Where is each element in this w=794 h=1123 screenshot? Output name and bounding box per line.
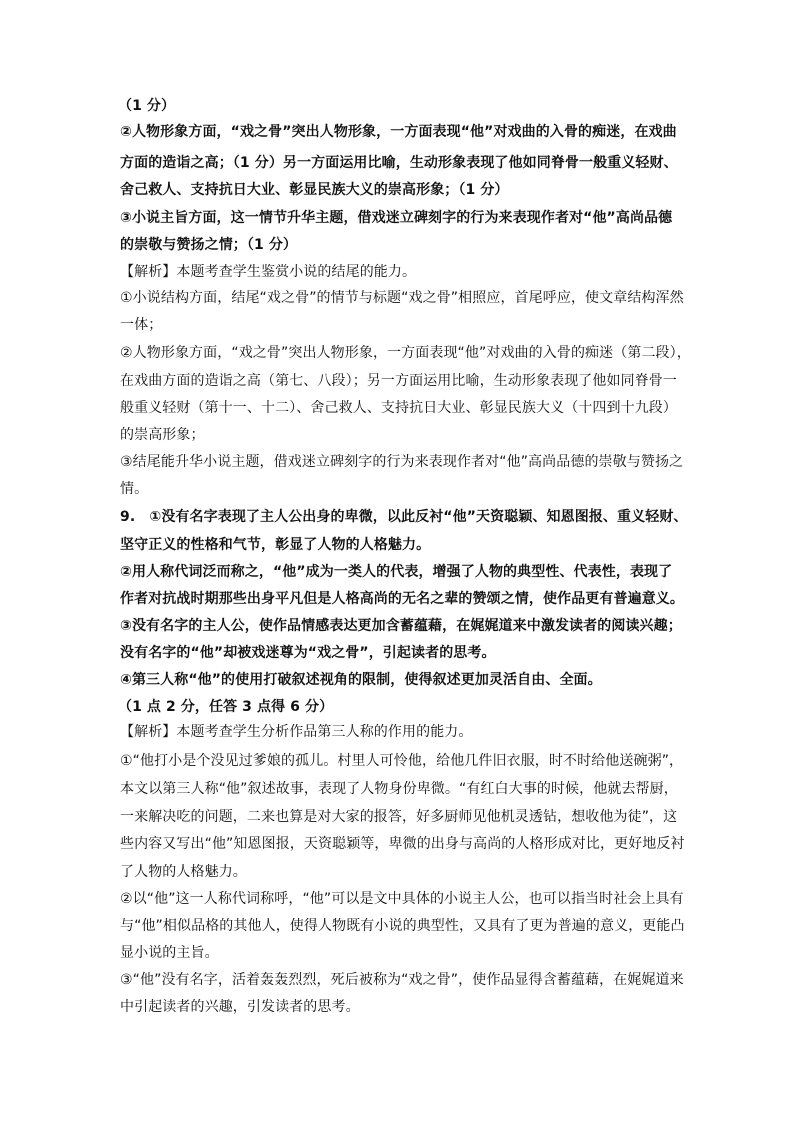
answer-line: ②人物形象方面，“戏之骨”突出人物形象，一方面表现“他”对戏曲的入骨的痴迷，在戏曲 <box>120 124 677 140</box>
analysis-line: 与“他”相似品格的其他人，使得人物既有小说的典型性，又具有了更为普遍的意义，更能凸 <box>120 918 685 934</box>
analysis-line: 本文以第三人称“他”叙述故事，表现了人物身份卑微。“有红白大事的时候，他就去帮厨， <box>120 781 678 797</box>
analysis-line: 在戏曲方面的造诣之高（第七、八段）；另一方面运用比喻，生动形象表现了他如同脊骨一 <box>120 373 677 389</box>
analysis-line: 一体； <box>120 317 163 333</box>
answer-line: ④第三人称“他”的使用打破叙述视角的限制，使得叙述更加灵活自由、全面。 <box>120 672 602 688</box>
answer-line: 的崇敬与赞扬之情；（1 分） <box>120 237 298 253</box>
analysis-line: 了人物的人格魅力。 <box>120 864 247 880</box>
analysis-line: 【解析】本题考查学生鉴赏小说的结尾的能力。 <box>120 264 417 280</box>
answer-line: 9. ①没有名字表现了主人公出身的卑微，以此反衬“他”天资聪颖、知恩图报、重义轻财、 <box>120 509 688 525</box>
analysis-line: 一来解决吃的问题，二来也算是对大家的报答，好多厨师见他机灵透钻，想收他为徒”，这 <box>120 809 678 825</box>
answer-line: （1 分） <box>118 98 176 114</box>
analysis-line: ①“他打小是个没见过爹娘的孤儿。村里人可怜他，给他几件旧衣服，时不时给他送碗粥”， <box>120 753 684 769</box>
answer-line: 没有名字的“他”却被戏迷尊为“戏之骨”，引起读者的思考。 <box>120 645 496 661</box>
analysis-line: ③结尾能升华小说主题，借戏迷立碑刻字的行为来表现作者对“他”高尚品德的崇敬与赞扬之 <box>120 454 684 470</box>
analysis-line: 显小说的主旨。 <box>120 945 219 961</box>
answer-line: ③没有名字的主人公，使作品情感表达更加含蓄蕴藉，在娓娓道来中激发读者的阅读兴趣； <box>120 618 682 634</box>
answer-line: 作者对抗战时期那些出身平凡但是人格高尚的无名之辈的赞颂之情，使作品更有普遍意义。 <box>120 591 684 607</box>
analysis-line: ③“他”没有名字，活着轰轰烈烈，死后被称为“戏之骨”，使作品显得含蓄蕴藉，在娓娓道来 <box>120 972 684 988</box>
answer-line: （1 点 2 分，任答 3 点得 6 分） <box>118 699 334 715</box>
analysis-line: ①小说结构方面，结尾“戏之骨”的情节与标题“戏之骨”相照应，首尾呼应，使文章结构浑然 <box>120 290 684 306</box>
analysis-line: 【解析】本题考查学生分析作品第三人称的作用的能力。 <box>120 724 473 740</box>
answer-line: 方面的造诣之高；（1 分）另一方面运用比喻，生动形象表现了他如同脊骨一般重义轻财、 <box>120 155 678 171</box>
answer-line: ②用人称代词泛而称之，“他”成为一类人的代表，增强了人物的典型性、代表性，表现了 <box>120 564 673 580</box>
answer-line: 坚守正义的性格和气节，彰显了人物的人格魅力。 <box>120 537 431 553</box>
analysis-line: 中引起读者的兴趣，引发读者的思考。 <box>120 999 360 1015</box>
answer-line: 舍己救人、支持抗日大业、彰显民族大义的崇高形象；（1 分） <box>120 182 509 198</box>
answer-line: ③小说主旨方面，这一情节升华主题，借戏迷立碑刻字的行为来表现作者对“他”高尚品德 <box>120 210 673 226</box>
analysis-line: ②以“他”这一人称代词称呼，“他”可以是文中具体的小说主人公，也可以指当时社会上具有 <box>120 891 684 907</box>
analysis-line: 般重义轻财（第十一、十二）、舍己救人、支持抗日大业、彰显民族大义（十四到十九段） <box>120 400 677 416</box>
analysis-line: ②人物形象方面，“戏之骨”突出人物形象，一方面表现“他”对戏曲的入骨的痴迷（第二段）， <box>120 345 691 361</box>
analysis-line: 情。 <box>120 481 149 497</box>
analysis-line: 的崇高形象； <box>120 427 205 443</box>
analysis-line: 些内容又写出“他”知恩图报，天资聪颖等，卑微的出身与高尚的人格形成对比，更好地反衬 <box>120 836 685 852</box>
